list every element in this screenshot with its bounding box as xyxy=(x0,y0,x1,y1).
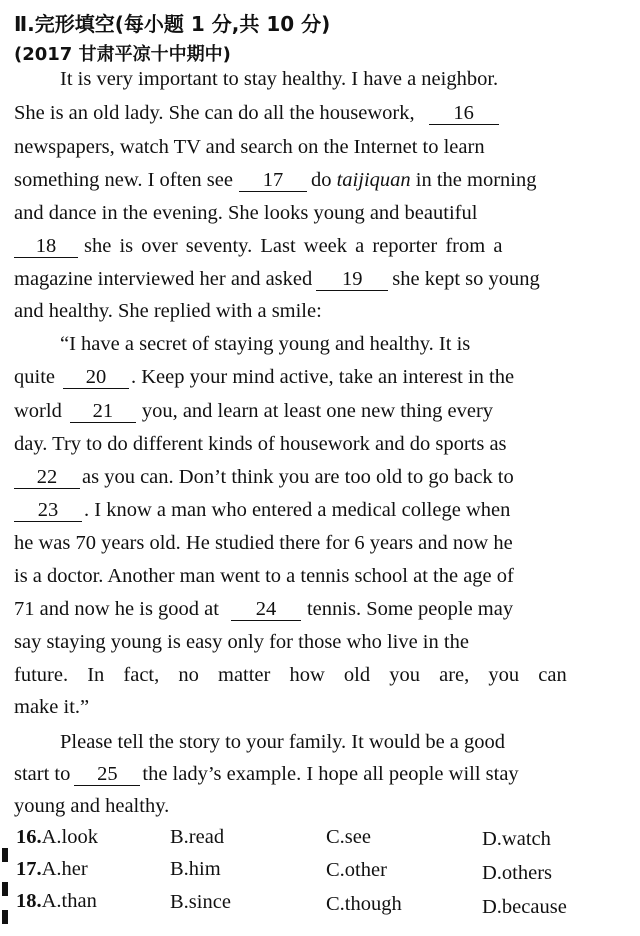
text: “I have a secret of staying young and healthy. It is xyxy=(60,333,471,355)
passage-line-10 xyxy=(14,366,628,389)
text: is a doctor. Another man went to a tennis school at the age of xyxy=(14,565,514,587)
passage-line-21 xyxy=(60,731,628,754)
option-c: C.other xyxy=(326,859,387,881)
blank-25: 25 xyxy=(74,763,140,786)
passage-line-14 xyxy=(14,499,628,522)
passage-line-4 xyxy=(14,169,628,192)
blank-24: 24 xyxy=(231,598,301,621)
text: She is an old lady. She can do all the housework, xyxy=(14,102,415,124)
option-c: C.though xyxy=(326,893,402,915)
passage-line-7 xyxy=(14,268,628,291)
text: something new. I often see xyxy=(14,169,233,191)
scan-mark xyxy=(2,910,8,924)
option-a: A.look xyxy=(41,826,98,848)
passage-line-3 xyxy=(14,136,628,159)
text: It is very important to stay healthy. I have a neighbor. xyxy=(60,68,499,90)
blank-19: 19 xyxy=(316,268,388,291)
blank-22: 22 xyxy=(14,466,80,489)
option-b: B.since xyxy=(170,891,231,913)
text: the lady’s example. I hope all people will stay xyxy=(142,763,519,785)
text: as you can. Don’t think you are too old to go back to xyxy=(82,466,514,488)
passage-line-12 xyxy=(14,433,628,456)
passage-line-11 xyxy=(14,400,628,423)
passage-line-22 xyxy=(14,763,628,786)
text: Please tell the story to your family. It would be a good xyxy=(60,731,506,753)
text: 71 and now he is good at xyxy=(14,598,219,620)
text: quite xyxy=(14,366,55,388)
text: say staying young is easy only for those who live in the xyxy=(14,631,469,653)
scan-mark xyxy=(2,848,8,862)
passage-line-9 xyxy=(60,333,628,356)
passage-line-1 xyxy=(60,68,628,91)
section-title: Ⅱ.完形填空(每小题 1 分,共 10 分) xyxy=(14,12,331,36)
option-d: D.watch xyxy=(482,828,551,850)
passage-line-13 xyxy=(14,466,628,489)
text: you, and learn at least one new thing every xyxy=(141,400,494,422)
text: she kept so young xyxy=(392,268,540,290)
text: world xyxy=(14,400,62,422)
passage-line-5 xyxy=(14,202,628,225)
passage-line-19 xyxy=(14,664,628,687)
blank-23: 23 xyxy=(14,499,82,522)
text: . I know a man who entered a medical college when xyxy=(84,499,511,521)
text: she is over seventy. Last week a reporter from a xyxy=(84,235,503,257)
blank-18: 18 xyxy=(14,235,78,258)
option-b: B.read xyxy=(170,826,225,848)
passage-line-17 xyxy=(14,598,628,621)
text: newspapers, watch TV and search on the Internet to learn xyxy=(14,136,485,158)
option-d: D.others xyxy=(482,862,553,884)
text: in the morning xyxy=(415,169,537,191)
blank-17: 17 xyxy=(239,169,307,192)
text: and healthy. She replied with a smile: xyxy=(14,300,322,322)
passage-line-8 xyxy=(14,300,628,323)
text: start to xyxy=(14,763,71,785)
passage-line-16 xyxy=(14,565,628,588)
option-c: C.see xyxy=(326,826,371,848)
text: day. Try to do different kinds of housework and do sports as xyxy=(14,433,507,455)
text: magazine interviewed her and asked xyxy=(14,268,313,290)
option-a: A.her xyxy=(41,858,88,880)
question-number: 18.A.than xyxy=(16,890,97,912)
source-note: (2017 甘肃平凉十中期中) xyxy=(14,44,231,65)
option-d: D.because xyxy=(482,896,567,918)
passage-line-15 xyxy=(14,532,628,555)
text: do xyxy=(310,169,332,191)
scan-mark xyxy=(2,882,8,896)
blank-21: 21 xyxy=(70,400,136,423)
passage-line-20 xyxy=(14,696,628,719)
passage-line-23 xyxy=(14,795,628,818)
text: . Keep your mind active, take an interest in the xyxy=(131,366,515,388)
text: future. In fact, no matter how old you are, you can xyxy=(14,664,567,686)
passage-line-18 xyxy=(14,631,628,654)
text: make it.” xyxy=(14,696,90,718)
question-number: 16.A.look xyxy=(16,826,98,848)
text-italic: taijiquan xyxy=(336,169,411,191)
option-b: B.him xyxy=(170,858,221,880)
text: young and healthy. xyxy=(14,795,170,817)
option-a: A.than xyxy=(41,890,97,912)
text: he was 70 years old. He studied there for 6 years and now he xyxy=(14,532,513,554)
passage-line-6 xyxy=(14,235,628,258)
blank-20: 20 xyxy=(63,366,129,389)
passage-line-2 xyxy=(14,102,628,125)
blank-16: 16 xyxy=(429,102,499,125)
text: and dance in the evening. She looks young and beautiful xyxy=(14,202,478,224)
question-number: 17.A.her xyxy=(16,858,88,880)
text: tennis. Some people may xyxy=(306,598,514,620)
